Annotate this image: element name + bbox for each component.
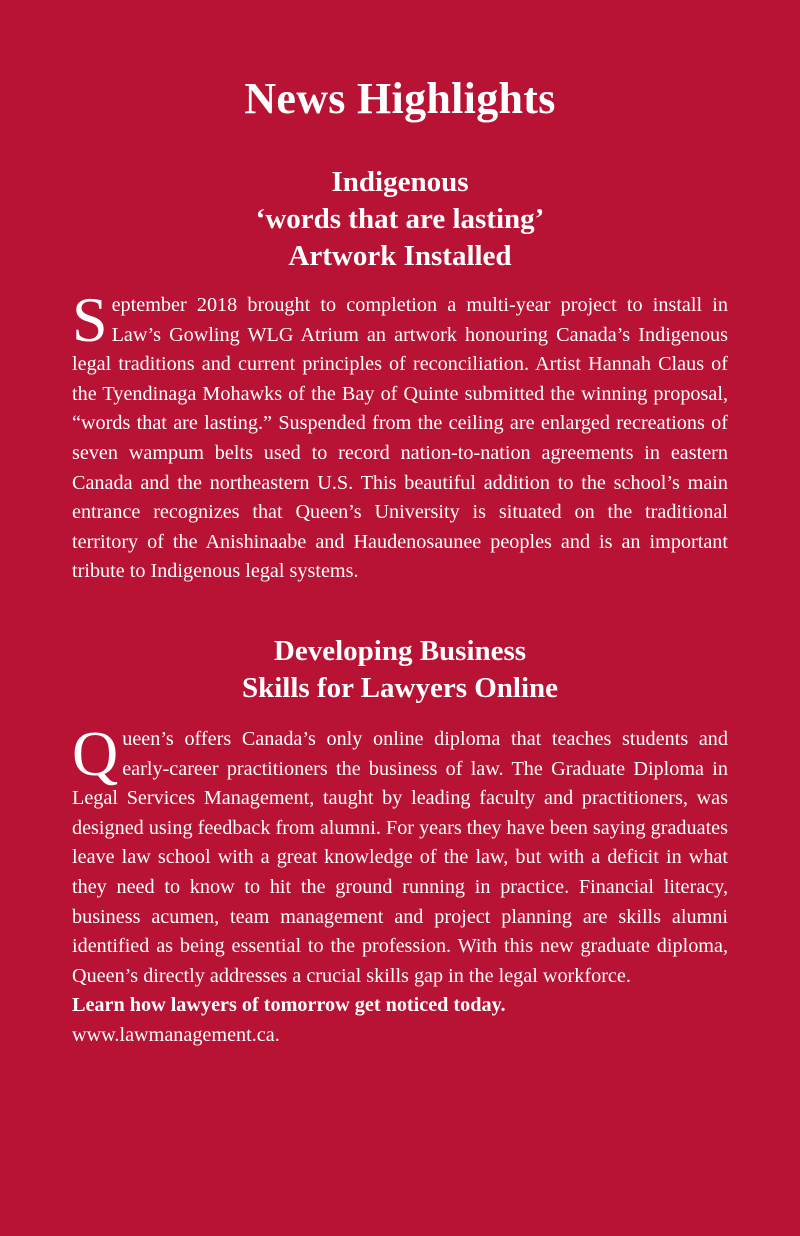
drop-cap: Q bbox=[72, 717, 119, 789]
article-title bbox=[72, 164, 728, 275]
article-title-line: Developing Business bbox=[273, 634, 527, 667]
article-title-line: ‘words that are lasting’ bbox=[255, 203, 545, 235]
call-to-action: Learn how lawyers of tomorrow get noticed today. bbox=[72, 994, 506, 1017]
article-title-line: Artwork Installed bbox=[288, 240, 512, 272]
drop-cap: S bbox=[72, 284, 108, 355]
article-business-skills bbox=[72, 633, 728, 1051]
website-url: www.lawmanagement.ca. bbox=[72, 1023, 280, 1046]
article-artwork bbox=[72, 164, 728, 587]
article-title-line: Indigenous bbox=[331, 166, 469, 198]
article-title-line: Skills for Lawyers Online bbox=[241, 671, 559, 704]
article-body-text: eptember 2018 brought to completion a multi-year project to install in Law’s Gowling WLG Atrium an artwork honouring Canada’s Indigenous legal traditions and current principles of reconciliation. Artist Hannah Claus of the Tyendinaga Mohawks of the Bay of Quinte submitted the winning proposal, “words that are lasting.” Suspended from the ceiling are enlarged recreations of seven wampum belts used to record nation-to-nation agreements in eastern Canada and the northeastern U.S. This beautiful addition to the school’s main entrance recognizes that Queen’s University is situated on the traditional territory of the Anishinaabe and Haudenosaunee peoples and is an important tribute to Indigenous legal systems. bbox=[72, 294, 728, 583]
article-body bbox=[72, 717, 728, 991]
article-title bbox=[72, 633, 728, 707]
page-title: News Highlights bbox=[244, 74, 556, 123]
article-body bbox=[72, 284, 728, 587]
article-body-text: ueen’s offers Canada’s only online diploma that teaches students and early-career practitioners the business of law. The Graduate Diploma in Legal Services Management, taught by leading faculty and practitioners, was designed using feedback from alumni. For years they have been saying graduates leave law school with a great knowledge of the law, but with a deficit in what they need to know to hit the ground running in practice. Financial literacy, business acumen, team management and project planning are skills alumni identified as being essential to the profession. With this new graduate diploma, Queen’s directly addresses a crucial skills gap in the legal workforce. bbox=[72, 727, 728, 987]
